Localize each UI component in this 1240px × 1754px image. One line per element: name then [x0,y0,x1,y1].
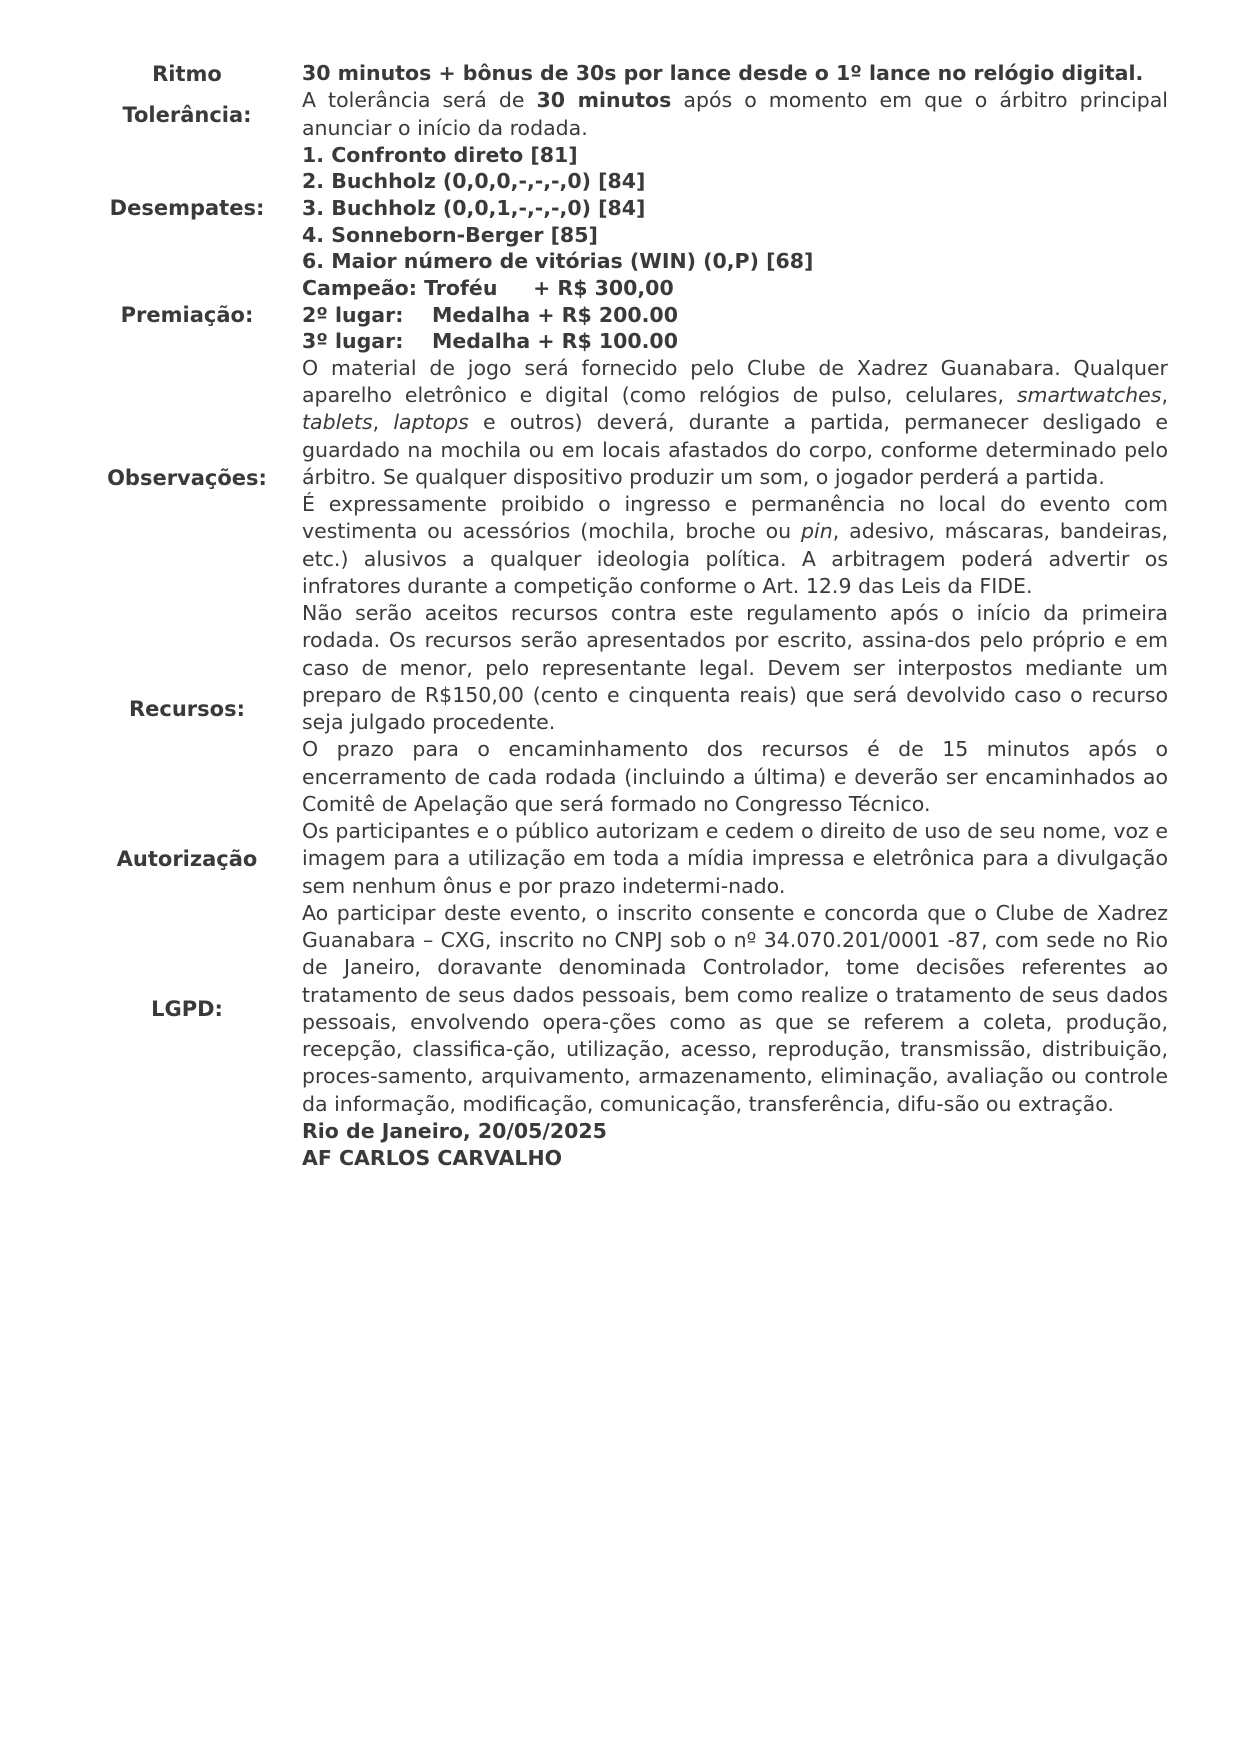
signature-block [302,1118,1168,1173]
table-row-premiacao [72,275,1168,355]
row-label-premiacao: Premiação: [120,302,254,327]
list-item: 2º lugar: Medalha + R$ 200.00 [302,302,678,327]
signature-label-empty [72,1118,302,1173]
list-item: Campeão: Troféu + R$ 300,00 [302,275,674,300]
tolerancia-text [302,87,1168,142]
list-item: 3. Buchholz (0,0,1,-,-,-,0) [84] [302,196,646,221]
ritmo-text: 30 minutos + bônus de 30s por lance desde o 1º lance no relógio digital. [302,61,1144,85]
obs-italic-smartwatches: smartwatches [1016,383,1162,408]
row-label-autorizacao: Autorização [116,847,258,871]
signature-name: AF CARLOS CARVALHO [302,1146,563,1171]
obs-text-c: , [372,410,394,435]
table-row-recursos [72,600,1168,818]
lgpd-paragraph-1: Ao participar deste evento, o inscrito consente e concorda que o Clube de Xadrez Guanabara – CXG, inscrito no CNPJ sob o nº 34.070.201/0001 -87, com sede no Rio de Janeiro, doravante denominada Controlador, tome decisões referentes ao tratamento de seus dados pessoais, bem como realize o tratamento de seus dados pessoais, envolvendo opera-ções como as que se referem a coleta, produção, recepção, classifica-ção, utilização, acesso, reprodução, transmissão, distribuição, proces-samento, arquivamento, armazenamento, eliminação, avaliação ou controle da informação, modificação, comunicação, transferência, difu-são ou extração. [302,900,1168,1116]
obs-italic-tablets: tablets [302,410,373,435]
obs-text-d: e outros) deverá, durante a partida, permanecer desligado e guardado na mochila ou em locais afastados do corpo, conforme determinado pelo árbitro. Se qualquer dispositivo produzir um som, o jogador perderá a partida. [302,410,1168,489]
list-item: 4. Sonneborn-Berger [85] [302,222,598,247]
table-row-lgpd [72,900,1168,1118]
obs-text-f: , adesivo, máscaras, bandeiras, etc.) alusivos a qualquer ideologia política. A arbitragem poderá advertir os infratores durante a competição conforme o Art. 12.9 das Leis da FIDE. [302,519,1168,598]
row-content-tolerancia [302,87,1168,142]
list-item: 6. Maior número de vitórias (WIN) (0,P) [68] [302,249,814,274]
obs-italic-laptops: laptops [393,410,469,435]
row-label-tolerancia: Tolerância: [122,102,252,127]
row-content-premiacao [302,275,1168,355]
row-label-ritmo: Ritmo [152,61,222,86]
observacoes-paragraph-1 [302,355,1168,491]
table-row-ritmo [72,60,1168,87]
row-content-recursos [302,600,1168,818]
obs-text-a: O material de jogo será fornecido pelo Clube de Xadrez Guanabara. Qualquer aparelho eletrônico e digital (como relógios de pulso, celulares, [302,355,1168,408]
row-content-autorizacao [302,818,1168,900]
row-label-desempates: Desempates: [109,196,265,221]
tolerancia-bold: 30 minutos [536,88,672,113]
table-row-autorizacao [72,818,1168,900]
recursos-paragraph-1: Não serão aceitos recursos contra este regulamento após o início da primeira rodada. Os recursos serão apresentados por escrito, assina-dos pelo próprio e em caso de menor, pelo representante legal. Devem ser interpostos mediante um preparo de R$150,00 (cento e cinquenta reais) que será devolvido caso o recurso seja julgado procedente. [302,601,1168,735]
tolerancia-suffix: após o momento em que o árbitro principal anunciar o início da rodada. [302,88,1168,140]
autorizacao-paragraph-1: Os participantes e o público autorizam e cedem o direito de uso de seu nome, voz e imagem para a utilização em toda a mídia impressa e eletrônica para a divulgação sem nenhum ônus e por prazo indetermi-nado. [302,819,1168,898]
table-row-signature [72,1118,1168,1173]
table-row-tolerancia [72,87,1168,142]
table-row-observacoes [72,355,1168,600]
row-content-desempates [302,142,1168,275]
obs-text-b: , [1161,383,1168,408]
tolerancia-prefix: A tolerância será de [302,88,537,113]
obs-italic-pin: pin [801,519,833,544]
row-content-ritmo [302,60,1168,87]
regulation-table [72,60,1168,1173]
row-label-lgpd: LGPD: [151,996,223,1021]
list-item: 3º lugar: Medalha + R$ 100.00 [302,329,678,354]
list-item: 2. Buchholz (0,0,0,-,-,-,0) [84] [302,169,646,194]
row-label-recursos: Recursos: [129,697,245,722]
obs-text-e: É expressamente proibido o ingresso e permanência no local do evento com vestimenta ou acessórios (mochila, broche ou [302,492,1168,544]
observacoes-paragraph-2 [302,491,1168,600]
signature-place-date: Rio de Janeiro, 20/05/2025 [302,1118,607,1143]
table-row-desempates [72,142,1168,275]
recursos-paragraph-2: O prazo para o encaminhamento dos recursos é de 15 minutos após o encerramento de cada rodada (incluindo a última) e deverão ser encaminhados ao Comitê de Apelação que será formado no Congresso Técnico. [302,737,1168,816]
list-item: 1. Confronto direto [81] [302,142,578,167]
row-content-lgpd [302,900,1168,1118]
row-content-observacoes [302,355,1168,600]
row-label-observacoes: Observações: [107,465,267,490]
